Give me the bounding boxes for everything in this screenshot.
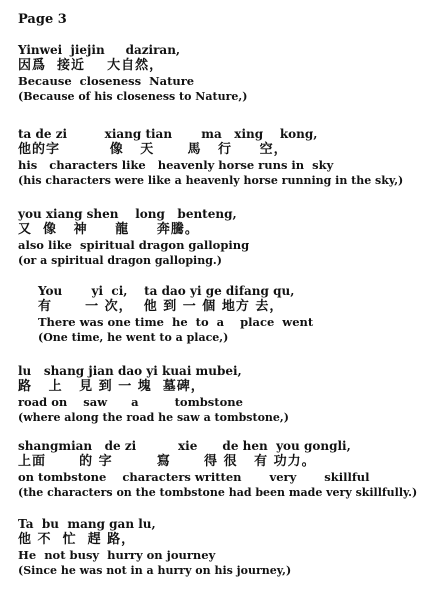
- stanza-5: [18, 365, 419, 423]
- translation-line: (Because of his closeness to Nature,): [18, 89, 248, 103]
- stanza-1: [18, 44, 419, 102]
- word-gloss-line: Because closeness Nature: [18, 74, 195, 88]
- stanza-2: [18, 128, 419, 186]
- chinese-line: 他的字 像 天 馬 行 空，: [18, 142, 288, 157]
- translation-line: (One time, he went to a place,): [38, 330, 229, 344]
- pinyin-line: shangmian de zi xie de hen you gongli,: [18, 439, 351, 453]
- word-gloss-line: also like spiritual dragon galloping: [18, 238, 250, 252]
- pinyin-line: Yinwei jiejin daziran,: [18, 43, 181, 57]
- pinyin-line: ta de zi xiang tian ma xing kong,: [18, 127, 318, 141]
- pinyin-line: You yi ci, ta dao yi ge difang qu,: [38, 284, 295, 298]
- translation-line: (or a spiritual dragon galloping.): [18, 253, 222, 267]
- stanza-6: [18, 440, 419, 498]
- chinese-line: 他 不 忙 趕 路，: [18, 532, 136, 547]
- word-gloss-line: He not busy hurry on journey: [18, 548, 216, 562]
- word-gloss-line: There was one time he to a place went: [38, 315, 314, 329]
- page-number: Page 3: [18, 12, 67, 27]
- chinese-line: 上面 的 字 寫 得 很 有 功力。: [18, 454, 316, 469]
- translation-line: (where along the road he saw a tombstone,): [18, 410, 289, 424]
- chinese-line: 因爲 接近 大自然，: [18, 58, 164, 73]
- word-gloss-line: his characters like heavenly horse runs in sky: [18, 158, 334, 172]
- stanza-3: [18, 208, 419, 266]
- translation-line: (Since he was not in a hurry on his journey,): [18, 563, 292, 577]
- translation-line: (the characters on the tombstone had been made very skillfully.): [18, 485, 418, 499]
- chinese-line: 路 上 見 到 一 塊 墓碑，: [18, 379, 205, 394]
- pinyin-line: Ta bu mang gan lu,: [18, 517, 156, 531]
- word-gloss-line: road on saw a tombstone: [18, 395, 243, 409]
- chinese-line: 有 一 次， 他 到 一 個 地方 去，: [38, 299, 284, 314]
- chinese-line: 又 像 神 龍 奔騰。: [18, 222, 199, 237]
- pinyin-line: lu shang jian dao yi kuai mubei,: [18, 364, 242, 378]
- word-gloss-line: on tombstone characters written very skillful: [18, 470, 370, 484]
- stanza-4: [18, 285, 419, 343]
- translation-line: (his characters were like a heavenly horse running in the sky,): [18, 173, 404, 187]
- pinyin-line: you xiang shen long benteng,: [18, 207, 237, 221]
- stanza-7: [18, 518, 419, 576]
